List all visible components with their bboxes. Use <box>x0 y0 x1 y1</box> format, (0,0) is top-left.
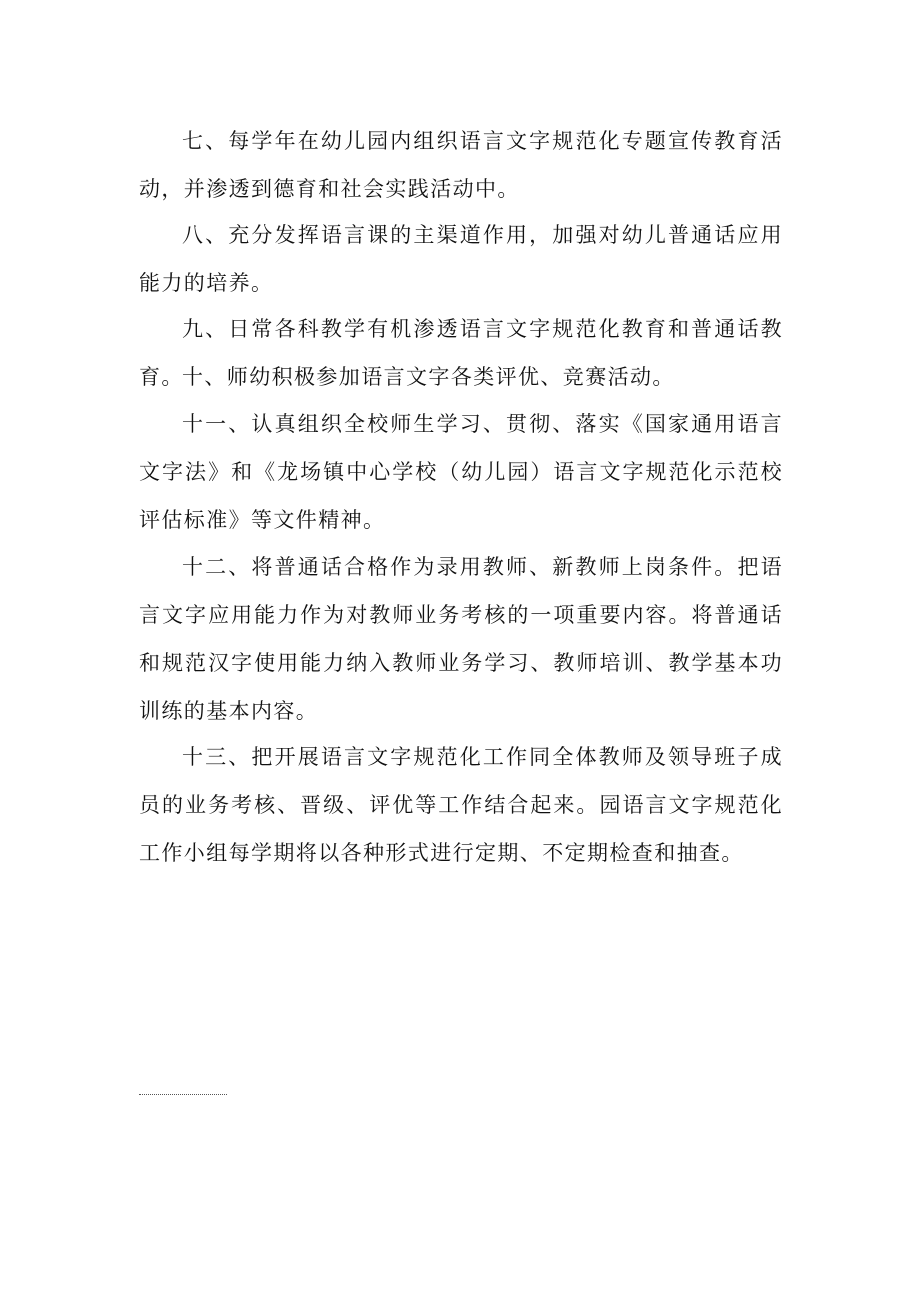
paragraph-item-12: 十二、将普通话合格作为录用教师、新教师上岗条件。把语言文字应用能力作为对教师业务考核的一项重要内容。将普通话和规范汉字使用能力纳入教师业务学习、教师培训、教学基本功训练的基本内容。 <box>139 555 783 723</box>
paragraph-item-9: 九、日常各科教学有机渗透语言文字规范化教育和普通话教育。 <box>139 317 783 389</box>
footnote-separator <box>139 1094 227 1095</box>
paragraph-item-13: 十三、把开展语言文字规范化工作同全体教师及领导班子成员的业务考核、晋级、评优等工作结合起来。园语言文字规范化工作小组每学期将以各种形式进行定期、不定期检查和抽查。 <box>139 745 783 865</box>
paragraph-item-7: 七、每学年在幼儿园内组织语言文字规范化专题宣传教育活动，并渗透到德育和社会实践活动中。 <box>139 129 783 201</box>
paragraph-item-8: 八、充分发挥语言课的主渠道作用，加强对幼儿普通话应用能力的培养。 <box>139 223 783 295</box>
paragraph-item-10: 十、师幼积极参加语言文字各类评优、竞赛活动。 <box>182 365 675 389</box>
paragraph-item-11: 十一、认真组织全校师生学习、贯彻、落实《国家通用语言文字法》和《龙场镇中心学校（幼儿园）语言文字规范化示范校评估标准》等文件精神。 <box>139 412 783 532</box>
